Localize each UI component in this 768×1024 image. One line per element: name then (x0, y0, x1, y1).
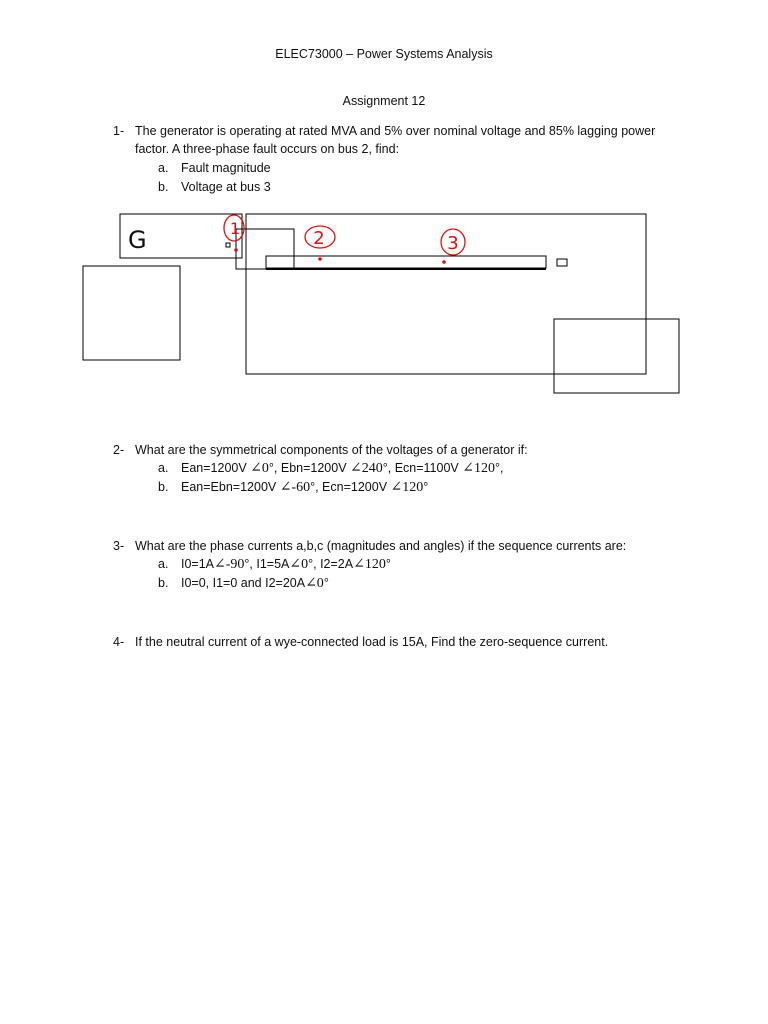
bus-2-dot (318, 257, 322, 261)
empty-box-left (83, 266, 180, 360)
question-text: What are the phase currents a,b,c (magnitudes and angles) if the sequence currents are: (135, 539, 627, 553)
text-segment: Ean=1200V (181, 461, 251, 475)
list-item (181, 479, 428, 496)
text-segment: °, (494, 461, 504, 475)
angle-value: ∠240 (350, 461, 383, 476)
question-text: If the neutral current of a wye-connected load is 15A, Find the zero-sequence current. (135, 635, 609, 649)
question-text-continued: factor. A three-phase fault occurs on bus 2, find: (135, 142, 400, 156)
bus-1-dot (234, 248, 238, 252)
question-number: 4- (113, 635, 125, 649)
list-marker: a. (158, 557, 169, 571)
bus-2-label: 2 (313, 228, 325, 249)
text-segment: ° (323, 576, 329, 590)
question-number: 1- (113, 124, 125, 138)
list-marker: b. (158, 180, 169, 194)
generator-terminal-marker (226, 243, 230, 247)
angle-value: ∠-90 (214, 557, 245, 572)
bus-3-dot (442, 260, 446, 264)
one-line-diagram (0, 0, 768, 420)
list-item (181, 556, 391, 573)
assignment-title: Assignment 12 (342, 94, 426, 108)
generator-label: G (128, 226, 147, 254)
empty-box-right (554, 319, 679, 393)
angle-value: ∠0 (250, 461, 269, 476)
question-text: What are the symmetrical components of the voltages of a generator if: (135, 443, 528, 457)
list-marker: a. (158, 161, 169, 175)
text-segment: °, Ecn=1200V (310, 480, 391, 494)
transmission-line-bar (266, 256, 546, 268)
angle-value: ∠0 (289, 557, 309, 572)
course-title: ELEC73000 – Power Systems Analysis (275, 47, 493, 61)
angle-value: ∠120 (353, 557, 386, 572)
list-marker: a. (158, 461, 169, 475)
list-marker: b. (158, 576, 169, 590)
list-item (181, 460, 503, 477)
angle-value: ∠0 (305, 576, 324, 591)
list-item: Voltage at bus 3 (181, 180, 271, 194)
question-number: 3- (113, 539, 125, 553)
question-number: 2- (113, 443, 125, 457)
bus-terminal-marker (557, 259, 567, 266)
angle-value: ∠120 (390, 480, 424, 495)
text-segment: °, Ebn=1200V (268, 461, 351, 475)
bus-1-label: 1 (229, 219, 241, 238)
text-segment: ° (423, 480, 429, 494)
text-segment: Ean=Ebn=1200V (181, 480, 280, 494)
angle-value: ∠-60 (279, 480, 311, 495)
text-segment: I0=0, I1=0 and I2=20A (181, 576, 306, 590)
bus-3-label: 3 (447, 233, 459, 254)
text-segment: °, I2=2A (308, 557, 354, 571)
text-segment: ° (385, 557, 391, 571)
angle-value: ∠120 (462, 461, 495, 476)
bus-1-box (236, 229, 294, 269)
system-outline-box (246, 214, 646, 374)
question-text: The generator is operating at rated MVA and 5% over nominal voltage and 85% lagging power (135, 124, 656, 138)
text-segment: I0=1A (181, 557, 215, 571)
list-marker: b. (158, 480, 169, 494)
text-segment: °, Ecn=1100V (382, 461, 463, 475)
text-segment: °, I1=5A (244, 557, 290, 571)
list-item (181, 575, 329, 592)
list-item: Fault magnitude (181, 161, 271, 175)
